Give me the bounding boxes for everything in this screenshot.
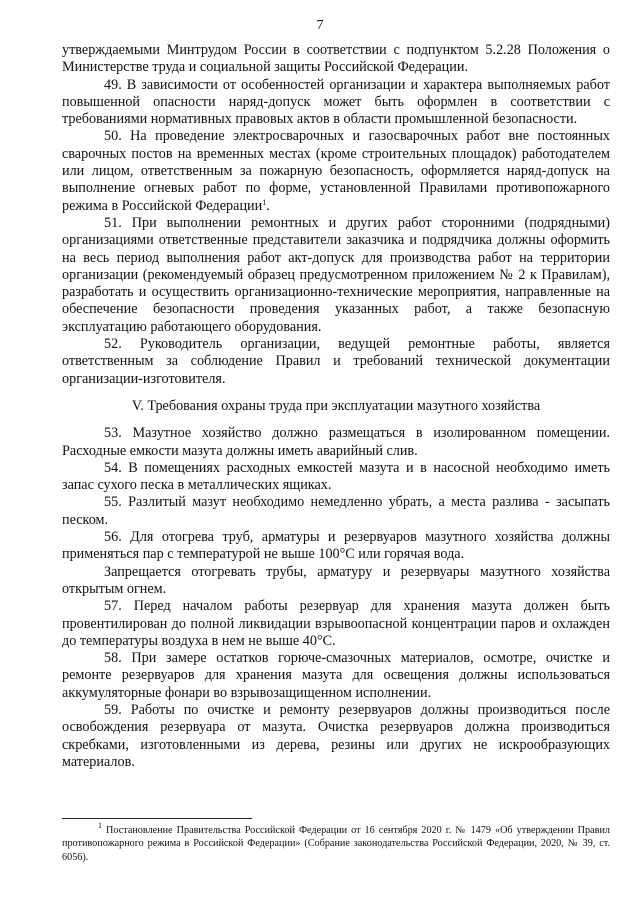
footnote [62,821,610,864]
paragraph-52: 52. Руководитель организации, ведущей ремонтные работы, является ответственным за соблюдение Правил и требований технической документации организации-изготовителя. [62,336,610,387]
paragraph-59: 59. Работы по очистке и ремонту резервуаров должны производиться после освобождения резервуара от мазута. Очистка резервуаров должна производиться скребками, изготовленными из дерева, резины или других не искрообразующих материалов. [62,701,610,770]
page-number: 7 [316,18,324,33]
paragraph-50 [62,128,610,214]
paragraph-50-text: 50. На проведение электросварочных и газосварочных работ вне постоянных сварочных постов на временных местах (кроме строительных площадок) работодателем или лицом, ответственным за пожарную безопасность, оформляется наряд-допуск на выполнение огневых работ по форме, установленной Правилами противопожарного режима в Российской Федерации [62,128,610,214]
paragraph-58: 58. При замере остатков горюче-смазочных материалов, осмотре, очистке и ремонте резервуаров для хранения мазута для освещения должны использоваться аккумуляторные фонари во взрывозащищенном исполнении. [62,650,610,701]
footnote-text: Постановление Правительства Российской Федерации от 16 сентября 2020 г. № 1479 «Об утверждении Правил противопожарного режима в Российской Федерации» (Собрание законодательства Российской Федерации, 2020, № 39, ст. 6056). [62,825,610,863]
paragraph-54: 54. В помещениях расходных емкостей мазута и в насосной необходимо иметь запас сухого песка в металлических ящиках. [62,459,610,494]
paragraph-50-end: . [266,197,270,214]
body-text [62,42,610,771]
paragraph-56-prohibition: Запрещается отогревать трубы, арматуру и резервуары мазутного хозяйства открытым огнем. [62,563,610,597]
paragraph-56: 56. Для отогрева труб, арматуры и резервуаров мазутного хозяйства должны применяться пар с температурой не выше 100°C или горячая вода. [62,529,610,563]
paragraph-49: 49. В зависимости от особенностей организации и характера выполняемых работ повышенной опасности наряд-допуск может быть оформлен в соответствии с требованиями нормативных правовых актов в области промышленной безопасности. [62,76,610,128]
paragraph-57: 57. Перед началом работы резервуар для хранения мазута должен быть провентилирован до полной ликвидации взрывоопасной концентрации паров и охлажден до температуры воздуха в нем не выше 40°C. [62,598,610,649]
footnote-mark: 1 [98,821,102,830]
paragraph-55: 55. Разлитый мазут необходимо немедленно убрать, а места разлива - засыпать песком. [62,494,610,528]
paragraph-continuation: утверждаемыми Минтрудом России в соответствии с подпунктом 5.2.28 Положения о Министерстве труда и социальной защиты Российской Федерации. [62,42,610,76]
section-heading: V. Требования охраны труда при эксплуатации мазутного хозяйства [131,397,541,414]
footnote-divider [62,818,252,819]
paragraph-53: 53. Мазутное хозяйство должно размещаться в изолированном помещении. Расходные емкости мазута должны иметь аварийный слив. [62,425,610,459]
footnote-reference: 1 [262,197,267,207]
paragraph-51: 51. При выполнении ремонтных и других работ сторонними (подрядными) организациями ответственные представители заказчика и подрядчика должны оформить на весь период выполнения работ акт-допуск для производства работ на территории организации (рекомендуемый образец предусмотренном приложением № 2 к Правилам), разработать и осуществить организационно-технические мероприятия, направленные на обеспечение безопасности проведения указанных работ, а также безопасную эксплуатацию работающего оборудования. [62,214,610,335]
